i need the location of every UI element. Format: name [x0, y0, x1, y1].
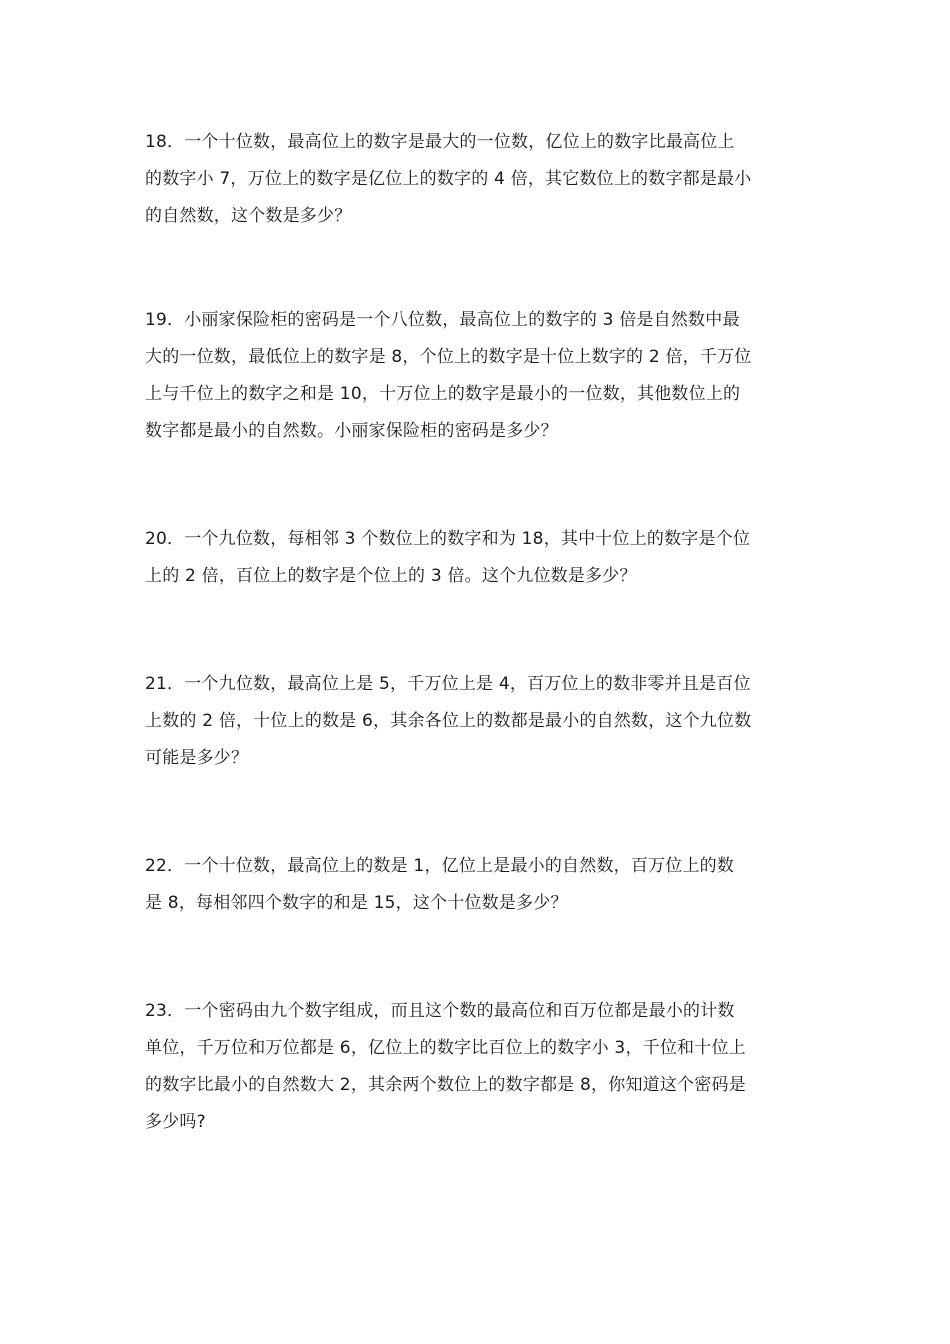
problem-text-line: 22．一个十位数，最高位上的数是 1，亿位上是最小的自然数，百万位上的数 [145, 856, 735, 876]
problem-18 [145, 124, 810, 235]
problem-text-line: 上与千位上的数字之和是 10，十万位上的数字是最小的一位数，其他数位上的 [145, 384, 741, 404]
problem-text-line: 23．一个密码由九个数字组成，而且这个数的最高位和百万位都是最小的计数 [145, 1001, 735, 1021]
problem-text-line: 的数字小 7，万位上的数字是亿位上的数字的 4 倍，其它数位上的数字都是最小 [145, 169, 752, 189]
problem-text-line: 可能是多少？ [145, 748, 249, 768]
problem-text-line: 是 8，每相邻四个数字的和是 15，这个十位数是多少？ [145, 893, 568, 913]
problem-23 [145, 993, 810, 1141]
problem-20 [145, 521, 810, 595]
problem-22 [145, 848, 810, 922]
problem-text-line: 19．小丽家保险柜的密码是一个八位数，最高位上的数字的 3 倍是自然数中最 [145, 310, 740, 330]
problem-text-line: 数字都是最小的自然数。小丽家保险柜的密码是多少？ [145, 421, 558, 441]
problem-19 [145, 302, 810, 450]
problem-text-line: 大的一位数，最低位上的数字是 8，个位上的数字是十位上数字的 2 倍，千万位 [145, 347, 752, 367]
problem-text-line: 上的 2 倍，百位上的数字是个位上的 3 倍。这个九位数是多少？ [145, 566, 637, 586]
problem-text-line: 单位，千万位和万位都是 6，亿位上的数字比百位上的数字小 3，千位和十位上 [145, 1038, 746, 1058]
problem-text-line: 21．一个九位数，最高位上是 5，千万位上是 4，百万位上的数非零并且是百位 [145, 674, 751, 694]
problem-text-line: 多少吗? [145, 1112, 206, 1132]
problem-text-line: 的数字比最小的自然数大 2，其余两个数位上的数字都是 8，你知道这个密码是 [145, 1075, 746, 1095]
problem-text-line: 的自然数，这个数是多少？ [145, 206, 352, 226]
problem-text-line: 18．一个十位数，最高位上的数字是最大的一位数，亿位上的数字比最高位上 [145, 132, 735, 152]
problem-21 [145, 666, 810, 777]
problem-text-line: 20．一个九位数，每相邻 3 个数位上的数字和为 18，其中十位上的数字是个位 [145, 529, 751, 549]
problem-text-line: 上数的 2 倍，十位上的数是 6，其余各位上的数都是最小的自然数，这个九位数 [145, 711, 752, 731]
